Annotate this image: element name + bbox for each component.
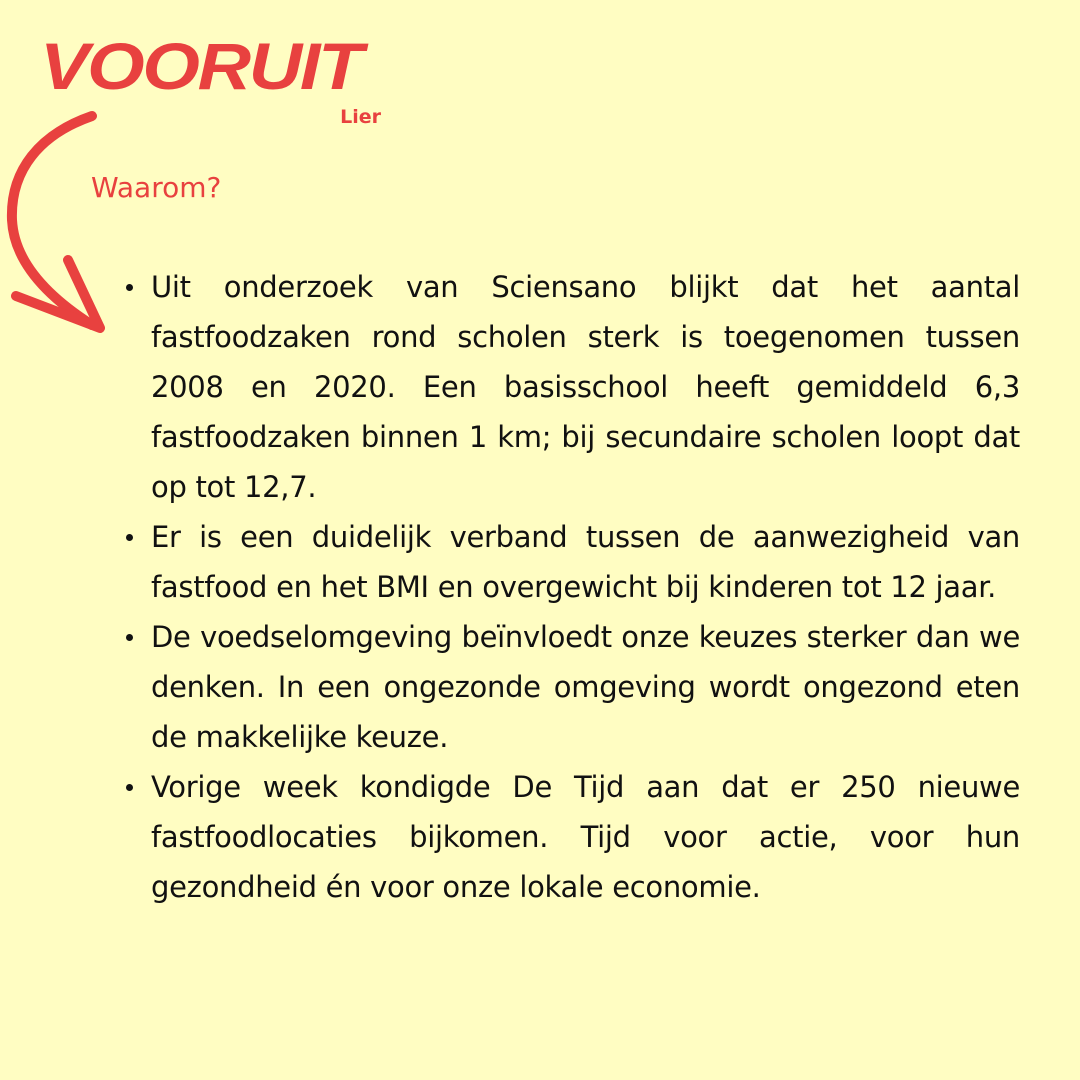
bullet-icon — [126, 284, 133, 291]
list-item-text: Uit onderzoek van Sciensano blijkt dat het aantal fastfoodzaken rond scholen sterk is toegenomen tussen 2008 en 2020. Een basisschool heeft gemiddeld 6,3 fastfoodzaken binnen 1 km; bij secundaire scholen loopt dat op tot 12,7. — [151, 270, 1020, 504]
list-item — [118, 762, 1020, 912]
logo-location: Lier — [340, 106, 381, 128]
bullet-icon — [126, 784, 133, 791]
list-item — [118, 612, 1020, 762]
list-item-text: Er is een duidelijk verband tussen de aanwezigheid van fastfood en het BMI en overgewicht bij kinderen tot 12 jaar. — [151, 520, 1020, 604]
list-item-text: Vorige week kondigde De Tijd aan dat er 250 nieuwe fastfoodlocaties bijkomen. Tijd voor actie, voor hun gezondheid én voor onze lokale economie. — [151, 770, 1020, 904]
bullet-icon — [126, 634, 133, 641]
curved-arrow-icon — [0, 100, 120, 340]
list-item-text: De voedselomgeving beïnvloedt onze keuzes sterker dan we denken. In een ongezonde omgeving wordt ongezond eten de makkelijke keuze. — [151, 620, 1020, 754]
list-item — [118, 262, 1020, 512]
logo-wordmark: VOORUIT — [40, 29, 362, 103]
bullet-icon — [126, 534, 133, 541]
list-item — [118, 512, 1020, 612]
section-heading: Waarom? — [91, 171, 222, 204]
reasons-list — [118, 262, 1020, 912]
